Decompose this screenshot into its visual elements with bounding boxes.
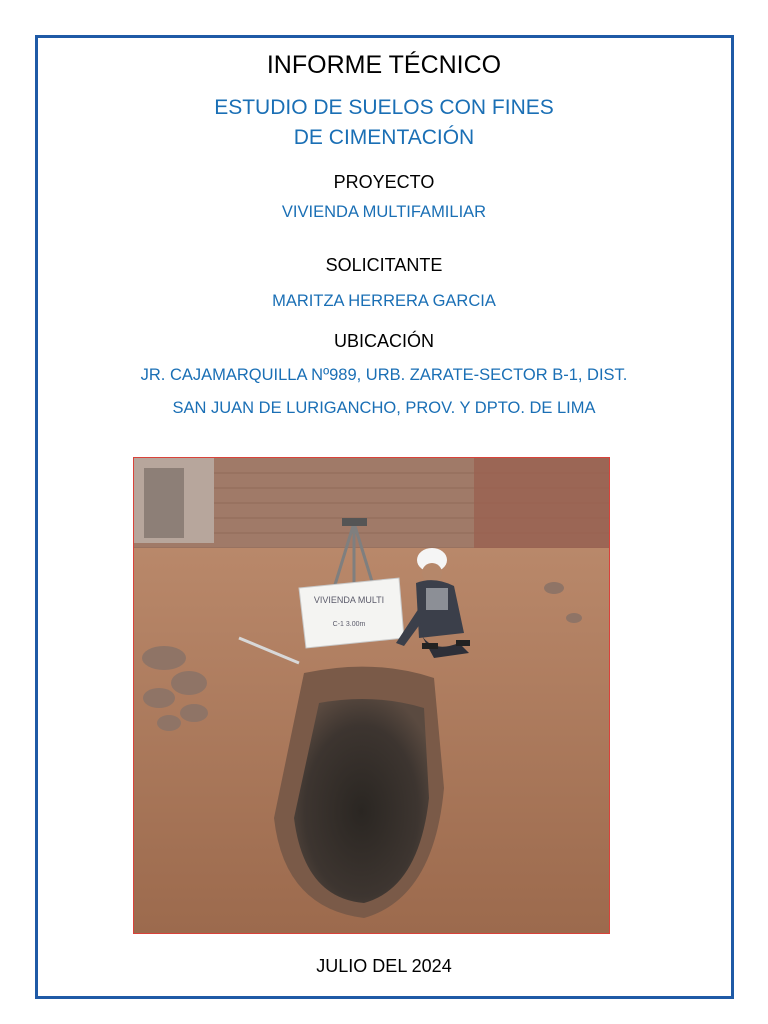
report-title: INFORME TÉCNICO (266, 51, 502, 79)
location-line2: SAN JUAN DE LURIGANCHO, PROV. Y DPTO. DE LIMA (172, 399, 596, 417)
project-label: PROYECTO (333, 172, 435, 192)
location-label: UBICACIÓN (333, 331, 434, 351)
applicant-value: MARITZA HERRERA GARCIA (272, 292, 496, 310)
applicant-label: SOLICITANTE (325, 255, 443, 275)
sign-text: VIVIENDA MULTI (313, 595, 385, 605)
sign-board (299, 578, 404, 648)
site-photo (133, 457, 610, 934)
location-line1: JR. CAJAMARQUILLA Nº989, URB. ZARATE-SECTOR B-1, DIST. (140, 366, 628, 384)
report-subtitle-line2: DE CIMENTACIÓN (293, 126, 475, 149)
report-date: JULIO DEL 2024 (316, 956, 452, 976)
report-subtitle-line1: ESTUDIO DE SUELOS CON FINES (214, 96, 554, 119)
project-value: VIVIENDA MULTIFAMILIAR (281, 203, 487, 221)
sign-depth-text: C-1 3.00m (332, 621, 366, 628)
